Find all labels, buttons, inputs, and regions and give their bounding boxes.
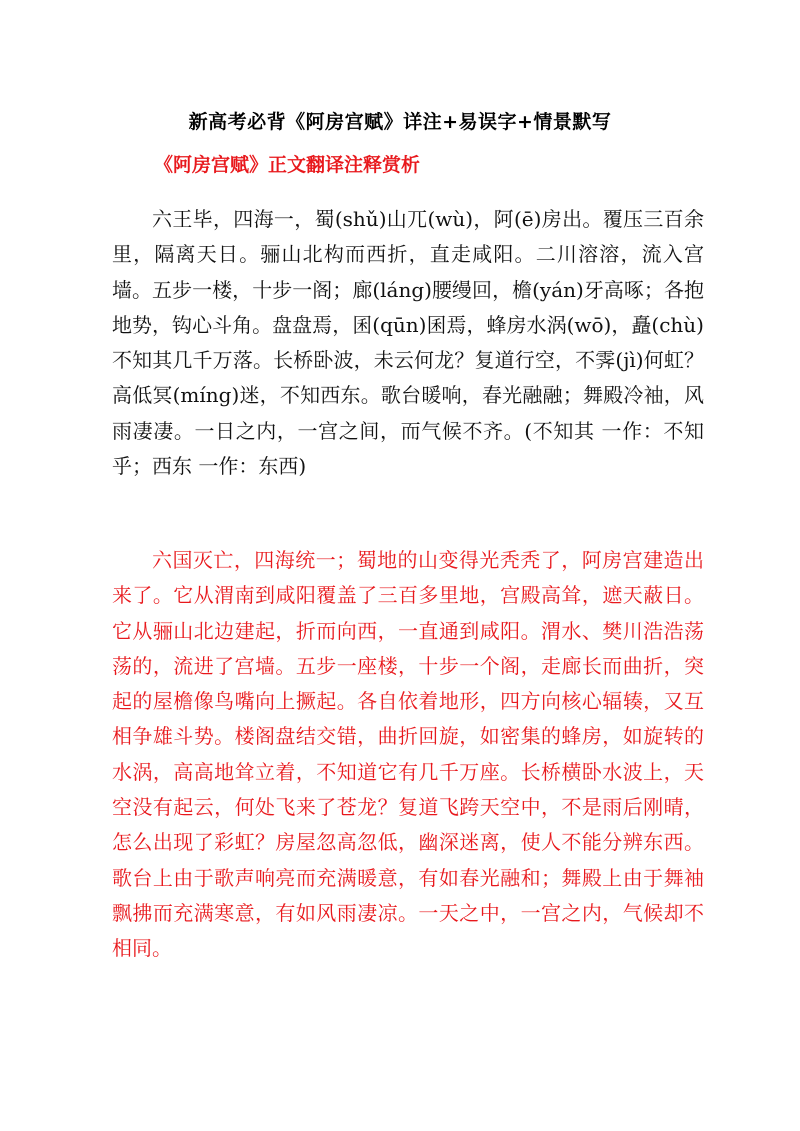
original-text-paragraph: 六王毕，四海一，蜀(shǔ)山兀(wù)，阿(ē)房出。覆压三百余里，隔离天日。骊山北构而西折，直走咸阳。二川溶溶，流入宫墙。五步一楼，十步一阁；廊(láng)腰缦回，檐(yán)牙高啄；各抱地势，钩心斗角。盘盘焉，囷(qūn)囷焉，蜂房水涡(wō)，矗(chù)不知其几千万落。长桥卧波，未云何龙？复道行空，不霁(jì)何虹？高低冥(míng)迷，不知西东。歌台暖响，春光融融；舞殿冷袖，风雨凄凄。一日之内，一宫之间，而气候不齐。(不知其 一作：不知乎；西东 一作：东西): [112, 207, 704, 479]
document-title: 新高考必背《阿房宫赋》详注+易误字+情景默写: [188, 111, 612, 133]
section-title: 《阿房宫赋》正文翻译注释赏析: [154, 154, 421, 176]
translation-paragraph: 六国灭亡，四海统一；蜀地的山变得光秃秃了，阿房宫建造出来了。它从渭南到咸阳覆盖了三百多里地，宫殿高耸，遮天蔽日。它从骊山北边建起，折而向西，一直通到咸阳。渭水、樊川浩浩荡荡的，流进了宫墙。五步一座楼，十步一个阁，走廊长而曲折，突起的屋檐像鸟嘴向上撅起。各自依着地形，四方向核心辐辏，又互相争雄斗势。楼阁盘结交错，曲折回旋，如密集的蜂房，如旋转的水涡，高高地耸立着，不知道它有几千万座。长桥横卧水波上，天空没有起云，何处飞来了苍龙？复道飞跨天空中，不是雨后刚晴，怎么出现了彩虹？房屋忽高忽低，幽深迷离，使人不能分辨东西。歌台上由于歌声响亮而充满暖意，有如春光融和；舞殿上由于舞袖飘拂而充满寒意，有如风雨凄凉。一天之中，一宫之内，气候却不相同。: [112, 548, 704, 961]
